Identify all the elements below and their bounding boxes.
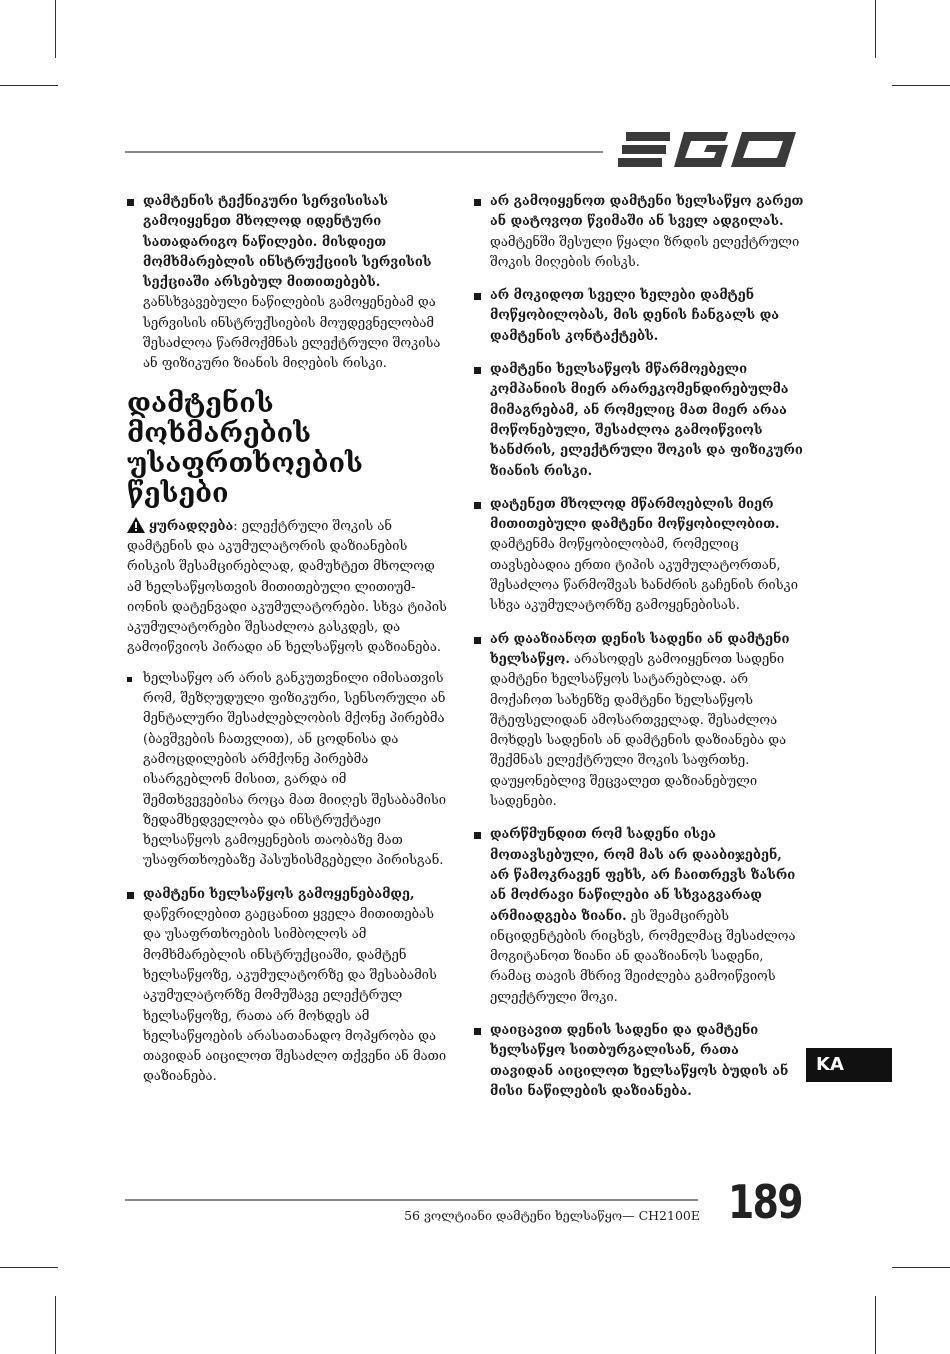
list-item [474, 360, 804, 482]
right-list [474, 192, 804, 1102]
list-item [474, 192, 804, 273]
list-item [127, 669, 449, 872]
item-text: არასოდეს გამოიყენოთ სადენი დამტენი ხელსაწყოს სატარებლად. არ მოქაჩოთ სახენზე დამტენი ხელსაწყოს შტეფსელიდან ამოსართველად. შესაძლოა მოხდეს სადენის ან დამტენის დაზიანება და შექმნას ელექტრული შოკის საფრთხე. დაუყონებლივ შეცვალეთ დაზიანებული სადენები. [490, 651, 787, 810]
item-text: განსხვავებული ნაწილების გამოყენებამ და სერვისის ინსტრუქსიების მოუდევნელობამ შესაძლოა წარმოქმნას ელექტრული შოკისა ან ფიზიკური ზიანის მიღების რისკი. [143, 295, 441, 372]
list-item [474, 1021, 804, 1102]
footer-text: 56 ვოლტიანი დამტენი ხელსაწყო— CH2100E [404, 1208, 700, 1223]
warning-triangle-icon [127, 517, 145, 533]
crop-mark [55, 0, 56, 58]
language-tab: KA [806, 1048, 892, 1082]
ego-logo [618, 130, 800, 170]
list-item [127, 192, 449, 375]
item-bold: დამტენის ტექნიკური სერვისისას გამოიყენეთ მხოლოდ იდენტური სათადარიგო ნაწილები. მისდიეთ მომხმარებლის ინსტრუქციის სერვისის სექციაში არსებულ მითითებებს. [143, 194, 432, 291]
item-bold: დაიცავით დენის სადენი და დამტენი ხელსაწყო სითბურგალისან, რათა თავიდან აიცილოთ ხელსაწყოს ბუდის ან მისი ნაწილების დაზიანება. [490, 1022, 789, 1099]
list-item [474, 630, 804, 813]
warning-label: ყურადღება [149, 518, 234, 534]
page-number: 189 [728, 1175, 802, 1229]
list-item [474, 495, 804, 617]
item-text: დაწვრილებით გაეცანით ყველა მითითებას და უსაფრთხოების სიმბოლოს ამ მომხმარებლის ინსტრუქციაში, დამტენ ხელსაწყოზე, აკუმულატორზე და შესაბამის აკუმულატორზე მომუშავე ელექტრულ ხელსაწყოზე, რათა არ მოხდეს ამ ხელსაწყოების არასათანადო მოპყრობა და თავიდან აიცილოთ შესაძლო თქვენი ან მათი დაზიანება. [143, 907, 447, 1085]
item-bold: დატენეთ მხოლოდ მწარმოებლის მიერ მითითებული დამტენი მოწყობილობით. [490, 496, 780, 533]
right-column [474, 192, 804, 1115]
crop-mark [0, 1267, 58, 1268]
left-list [127, 669, 449, 1088]
footer-rule [125, 1199, 698, 1201]
crop-mark [0, 85, 58, 86]
crop-mark [55, 1296, 56, 1354]
section-heading: დამტენის მოხმარების უსაფრთხოების წესები [127, 387, 363, 509]
item-text: ხელსაწყო არ არის განკუთვნილი იმისათვის რომ, შეზღუდული ფიზიკური, სენსორული ან მენტალური შესაძლებლობის მქონე პირებმა (ბავშვების ჩათვლით), ან ცოდნისა და გამოცდილების არმქონე პირებმა ისარგებლონ მისით, გარდა იმ შემთხვევებისა როცა მათ მიიღეს შესაბამისი ზედამხედველობა და ინსტრუქტაჟი ხელსაწყოს გამოყენების თაობაზე მათ უსაფრთხოებაზე პასუხისმგებელი პირისგან. [143, 670, 447, 869]
list-item [474, 286, 804, 347]
item-bold: არ გამოიყენოთ დამტენი ხელსაწყო გარეთ ან დატოვოთ წვიმაში ან სველ ადგილას. [490, 194, 804, 230]
item-bold: არ დააზიანოთ დენის სადენი ან დამტენი ხელსაწყო. [490, 631, 790, 667]
left-top-list [127, 192, 449, 375]
item-text: დამტენმა მოწყობილობამ, რომელიც თავსებადია ერთი ტიპის აკუმულატორთან, შესაძლოა წარმოშვას ხანძრის გაჩენის რისკი სხვა აკუმულატორზე გამოყენებისას. [490, 537, 798, 614]
item-text: ეს შეამცირებს ინციდენტების რიცხვს, რომელმაც შესაძლოა მოგიტანოთ ზიანი ან დააზიანოს სადენი, რამაც თავის მხრივ შეიძლება გამოიწვიოს ელექტრული შოკი. [490, 908, 796, 1005]
item-bold: დამტენი ხელსაწყოს მწარმოებელი კომპანიის მიერ არარეკომენდირებულმა მიმაგრებამ, ან რომელიც მათ მიერ არაა მოწონებული, შესაძლოა გამოიწვიოს ხანძრის, ელექტრული შოკის და ფიზიკური ზიანის რისკი. [490, 362, 803, 479]
item-text: დამტენში შესული წყალი ზრდის ელექტრული შოკის მიღების რისკს. [490, 234, 800, 270]
item-bold: არ მოკიდოთ სველი ხელები დამტენ მოწყობილობას, მის დენის ჩანგალს და დამტენის კონტაქტებს. [490, 288, 779, 344]
warning-paragraph [127, 517, 449, 659]
crop-mark [875, 0, 876, 58]
header-rule [125, 151, 603, 153]
crop-mark [875, 1296, 876, 1354]
left-column [127, 192, 449, 1101]
list-item [127, 885, 449, 1088]
item-bold: დარწმუნდით რომ სადენი ისეა მოთავსებული, რომ მას არ დააბიჯებენ, არ წამოკრავენ ფეხს, არ ჩაითრევს ზასრი ან მოძრავი ნაწილები ან სხვაგვარად არმიადგება ზიანი. [490, 827, 796, 924]
list-item [474, 825, 804, 1008]
crop-mark [892, 85, 950, 86]
warning-text: : ელექტრული შოკის ან დამტენის და აკუმულატორის დაზიანების რისკის შესამცირებლად, დამუხტეთ მხოლოდ ამ ხელსაწყოსთვის მითითებული ლითიუმ-იონის დატენვადი აკუმულატორები. სხვა ტიპის აკუმულატორები შესაძლოა გასკდეს, და გამოიწვიოს პირადი ან ხელსაწყოს დაზიანება. [127, 518, 447, 656]
crop-mark [892, 1267, 950, 1268]
item-bold: დამტენი ხელსაწყოს გამოყენებამდე, [143, 886, 415, 902]
